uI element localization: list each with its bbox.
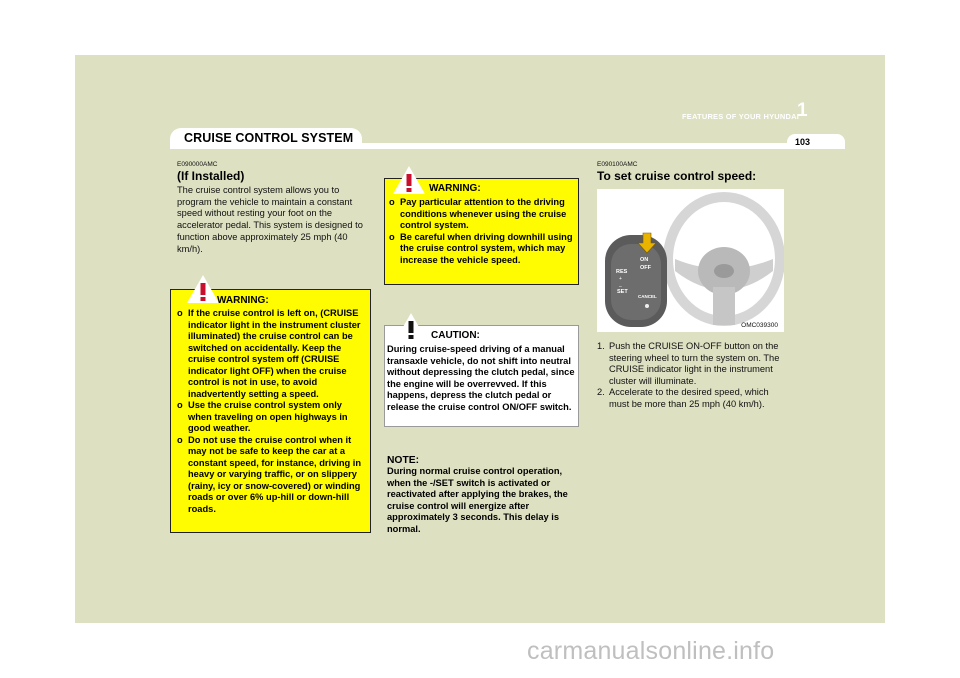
caution-box <box>384 325 579 427</box>
warning-item: o Do not use the cruise control when it may not be safe to keep the car at a constant speed, for instance, driving in heavy or varying traffic, or on slippery (rainy, icy or snow-covered) or winding roads or over 6% up-hill or down-hill roads. <box>177 434 362 514</box>
warning-list <box>177 308 364 515</box>
intro-section <box>177 161 366 255</box>
warning-item: o Be careful when driving downhill using the cruise control system, which may increase the vehicle speed. <box>389 231 573 265</box>
intro-paragraph: The cruise control system allows you to program the vehicle to maintain a constant speed without resting your foot on the accelerator pedal. This system is designed to function above approximately 25 mph (40 km/h). <box>177 185 363 254</box>
note-section <box>387 455 577 536</box>
steering-wheel-illustration <box>597 189 784 332</box>
caution-body: During cruise-speed driving of a manual transaxle vehicle, do not shift into neutral without depressing the clutch pedal, since the engine will be overrevved. If this happens, depress the clutch pedal or release the cruise control ON/OFF switch. <box>387 344 575 412</box>
svg-text:–: – <box>619 284 622 290</box>
warning-item: o Pay particular attention to the driving conditions whenever using the cruise control system. <box>389 197 567 230</box>
warning-item: o If the cruise control is left on, (CRUISE indicator light in the instrument cluster illuminated) the cruise control can be switched on accidentally. Keep the cruise control system off (CRUISE indicator light OFF) when the cruise control is not in use, to avoid inadvertently setting a speed. <box>177 308 361 399</box>
on-label: ON <box>640 257 649 263</box>
section-code: E090100AMC <box>597 161 638 168</box>
set-label: SET <box>617 289 628 295</box>
warning-item: o Use the cruise control system only when traveling on open highways in good weather. <box>177 400 348 433</box>
svg-text:+: + <box>619 276 622 282</box>
chapter-title: FEATURES OF YOUR HYUNDAI <box>682 112 800 121</box>
warning-box-2 <box>384 178 579 285</box>
steering-wheel-figure <box>597 189 784 332</box>
res-label: RES <box>616 269 628 275</box>
steps-list <box>597 341 787 411</box>
step-item: 2. Accelerate to the desired speed, which must be more than 25 mph (40 km/h). <box>597 387 769 409</box>
page-number: 103 <box>795 137 811 147</box>
figure-code: OMC039300 <box>741 322 778 329</box>
warning-title: WARNING: <box>429 183 481 194</box>
section-heading: (If Installed) <box>177 169 245 183</box>
warning-box-1 <box>170 289 371 533</box>
set-speed-section <box>597 161 787 183</box>
caution-triangle-icon <box>394 312 428 342</box>
warning-list <box>389 197 576 266</box>
warning-title: WARNING: <box>217 295 269 306</box>
section-title: CRUISE CONTROL SYSTEM <box>184 131 354 145</box>
warning-triangle-icon <box>186 274 220 304</box>
chapter-number: 1 <box>797 100 808 121</box>
section-heading: To set cruise control speed: <box>597 169 757 183</box>
watermark: carmanualsonline.info <box>527 637 775 665</box>
step-item: 1. Push the CRUISE ON-OFF button on the steering wheel to turn the system on. The CRUISE indicator light in the instrument cluster will illuminate. <box>597 341 780 386</box>
note-body: During normal cruise control operation, when the -/SET switch is activated or reactivated after applying the brakes, the cruise control will energize after approximately 3 seconds. This delay is normal. <box>387 466 568 534</box>
off-label: OFF <box>640 265 651 271</box>
warning-triangle-icon <box>392 165 426 195</box>
cancel-label: CANCEL <box>638 294 657 299</box>
note-title: NOTE: <box>387 455 420 466</box>
caution-title: CAUTION: <box>431 330 480 341</box>
section-code: E090000AMC <box>177 161 218 168</box>
